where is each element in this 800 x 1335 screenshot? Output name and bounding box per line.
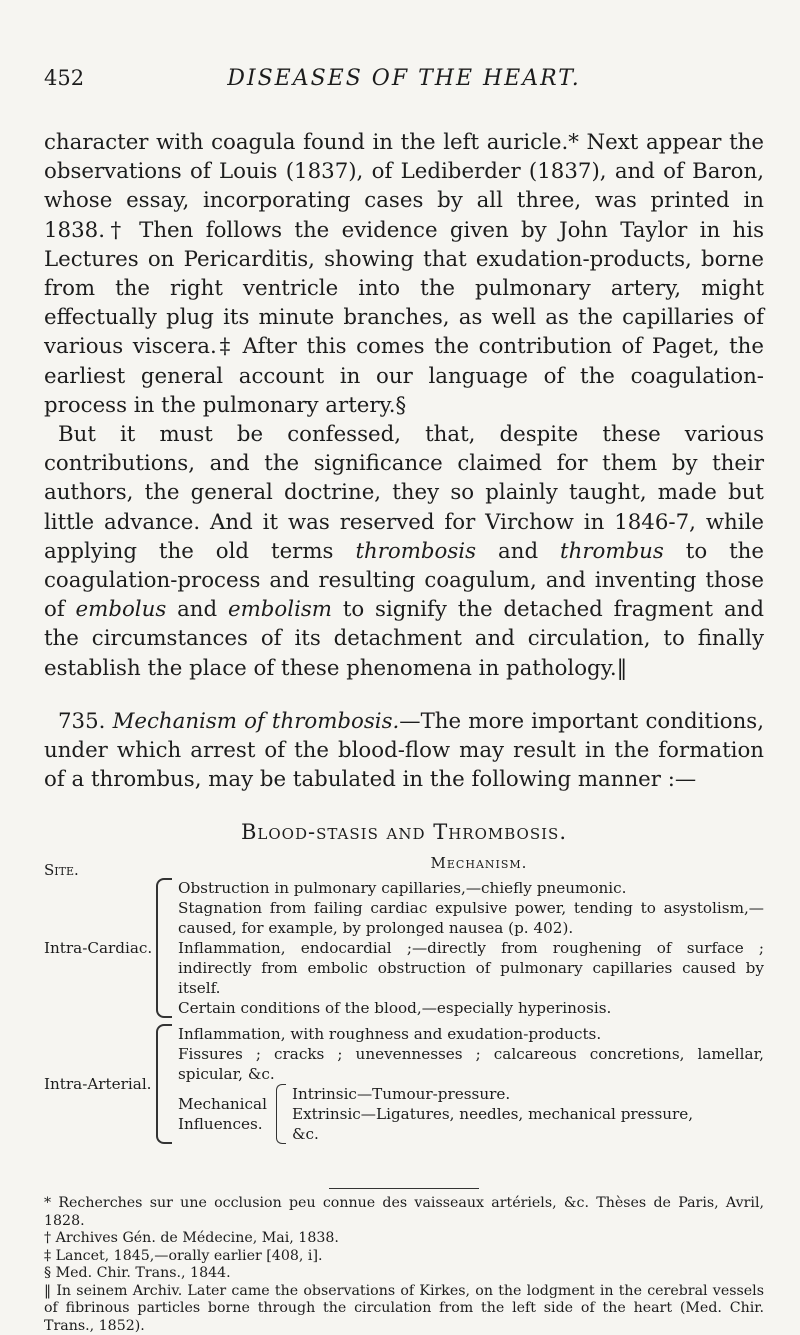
list-item: Stagnation from failing cardiac expulsive power, tending to asystolism,—caused, for example, by prolonged nausea (p. 402). (178, 899, 764, 938)
book-page (44, 48, 764, 1335)
intra-cardiac-row (44, 878, 764, 1018)
list-item: Certain conditions of the blood,—especially hyperinosis. (178, 999, 612, 1018)
intra-arterial-label: Intra-Arterial. (44, 1075, 152, 1094)
page-header (44, 48, 764, 91)
page-number: 452 (44, 66, 85, 90)
mechanical-influences (178, 1084, 764, 1144)
intra-arterial-items (178, 1024, 764, 1144)
brace (276, 1084, 286, 1144)
section-number: 735. (58, 708, 106, 734)
list-item: Extrinsic—Ligatures, needles, mechanical pressure, (292, 1105, 694, 1124)
list-item: Intrinsic—Tumour-pressure. (292, 1085, 511, 1104)
brace (156, 878, 172, 1018)
list-item: Obstruction in pulmonary capillaries,—chiefly pneumonic. (178, 879, 627, 898)
site-heading: Site. (44, 861, 79, 880)
paragraph-735: 735. Mechanism of thrombosis.—The more important conditions, under which arrest of the blood-flow may result in the formation of a thrombus, may be tabulated in the following manner :— (44, 708, 764, 793)
footnote-rule (329, 1188, 479, 1189)
section-title: Mechanism of thrombosis. (112, 708, 400, 734)
footnote: ‡ Lancet, 1845,—orally earlier [408, i]. (44, 1247, 323, 1264)
list-item: Inflammation, with roughness and exudation-products. (178, 1025, 602, 1044)
list-item: &c. (292, 1125, 319, 1144)
body-text (44, 128, 764, 794)
intra-cardiac-label: Intra-Cardiac. (44, 939, 153, 958)
running-title: DISEASES OF THE HEART. (227, 66, 581, 91)
brace (156, 1024, 172, 1144)
footnote: † Archives Gén. de Médecine, Mai, 1838. (44, 1230, 339, 1247)
influences-label: Influences. (178, 1115, 263, 1134)
list-item: Inflammation, endocardial ;—directly from roughening of surface ; indirectly from embolic obstruction of pulmonary capillaries caused by itself. (178, 939, 764, 998)
paragraph-1: character with coagula found in the left auricle.* Next appear the observations of Louis (1837), of Lediberder (1837), and of Baron, whose essay, incorporating cases by all three, was printed in 1838.† Then follows the evidence given by John Taylor in his Lectures on Pericarditis, showing that exudation-products, borne from the right ventricle into the pulmonary artery, might effectually plug its minute branches, as well as the capillaries of various viscera.‡ After this comes the contribution of Paget, the earliest general account in our language of the coagulation-process in the pulmonary artery.§ (44, 130, 764, 418)
footnote: ‖ In seinem Archiv. Later came the observations of Kirkes, on the lodgment in the cerebral vessels of fibrinous particles borne through the circulation from the left side of the heart (Med. Chir. Trans., 1852). (44, 1282, 764, 1334)
paragraph-2: But it must be confessed, that, despite these various contributions, and the significance claimed for them by their authors, the general doctrine, they so plainly taught, made but little advance. And it was reserved for Virchow in 1846-7, while applying the old terms thrombosis and thrombus to the coagulation-process and resulting coagulum, and inventing those of embolus and embolism to signify the detached fragment and the circumstances of its detachment and circulation, to finally establish the place of these phenomena in pathology.‖ (44, 422, 764, 681)
mechanical-label: Mechanical (178, 1095, 267, 1114)
intra-cardiac-items (178, 878, 764, 1018)
list-item: Fissures ; cracks ; unevennesses ; calcareous concretions, lamellar, spicular, &c. (178, 1045, 764, 1084)
footnote: * Recherches sur une occlusion peu connue des vaisseaux artériels, &c. Thèses de Paris, Avril, 1828. (44, 1195, 764, 1229)
intra-arterial-row (44, 1024, 764, 1144)
mechanism-heading: Mechanism. (430, 854, 528, 873)
footnote: § Med. Chir. Trans., 1844. (44, 1265, 231, 1282)
footnotes (44, 1195, 764, 1335)
table-title: Blood-stasis and Thrombosis. (240, 820, 567, 845)
